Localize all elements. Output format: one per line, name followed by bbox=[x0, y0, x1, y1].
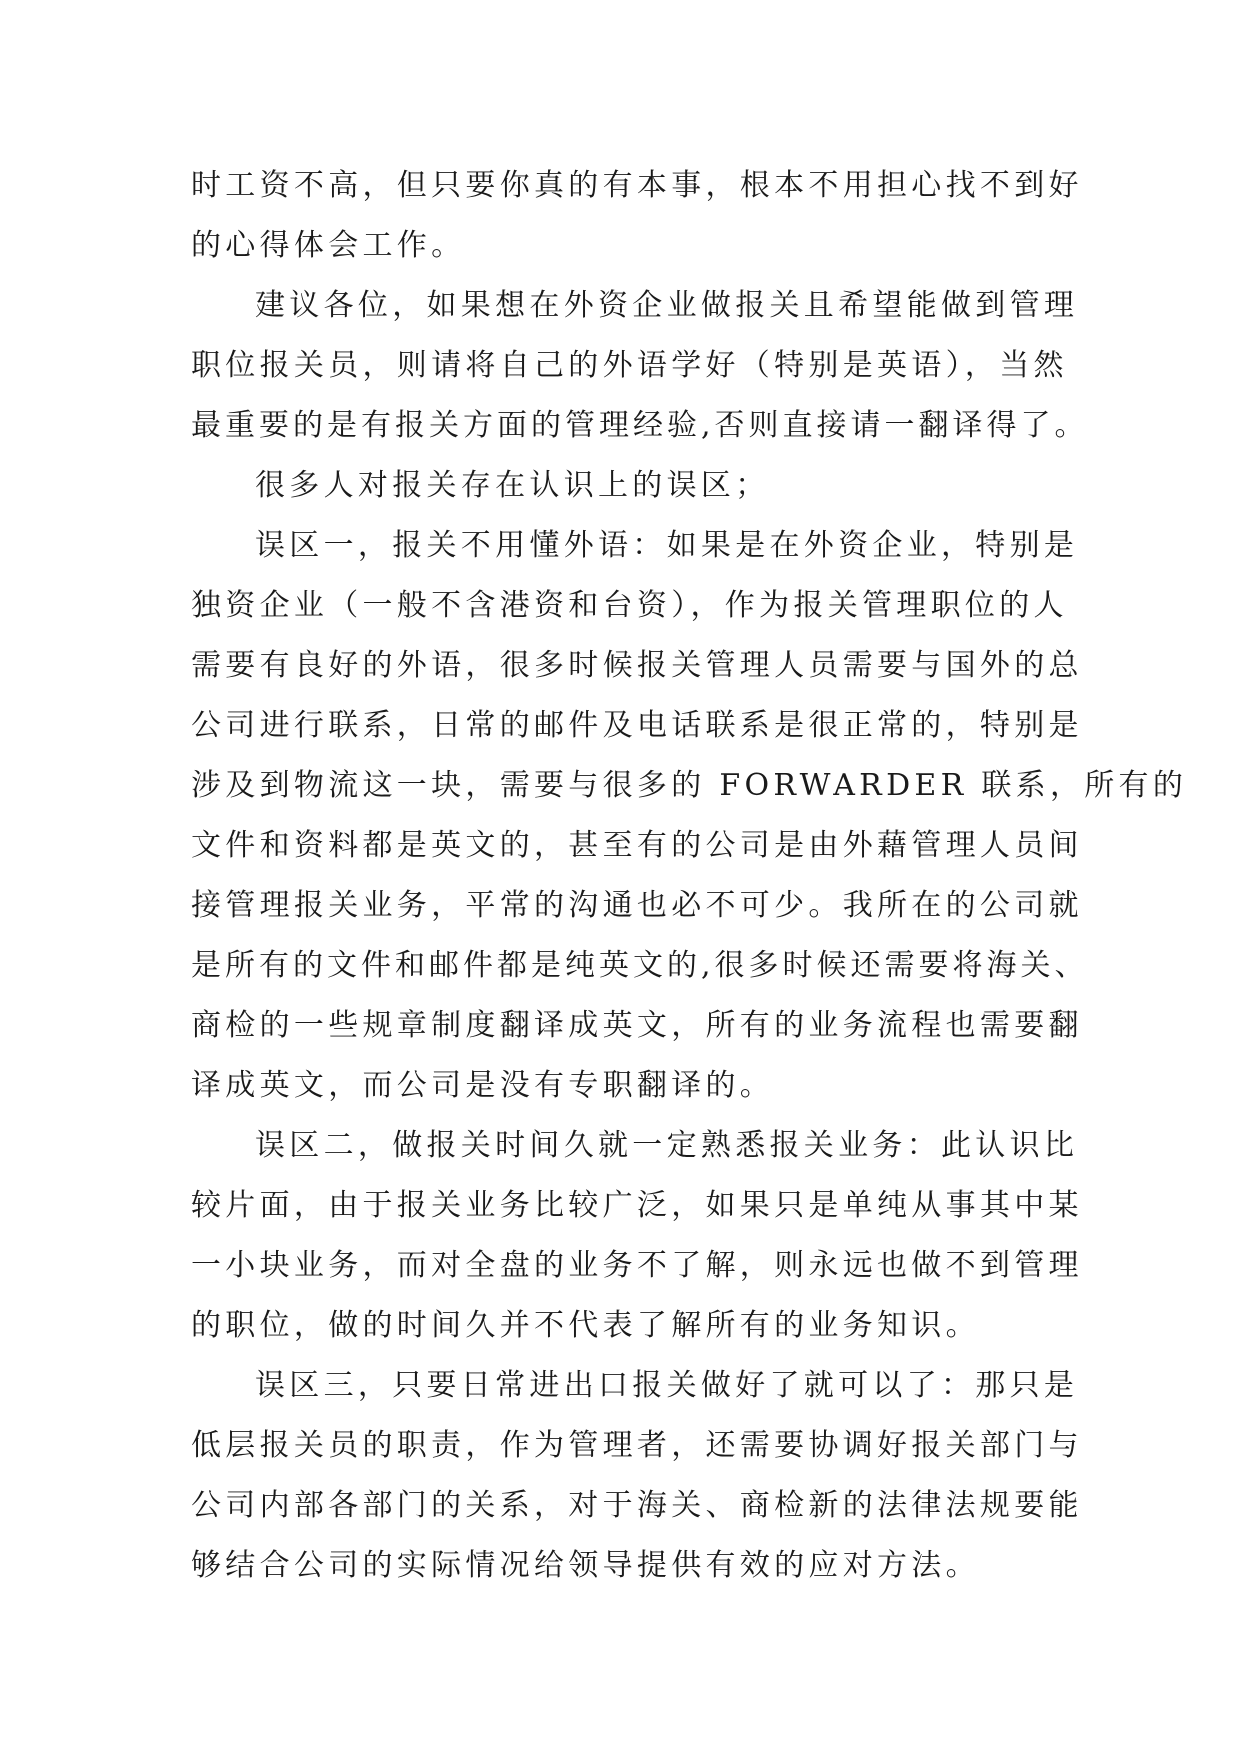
text-line: 公司内部各部门的关系，对于海关、商检新的法律法规要能 bbox=[191, 1488, 1083, 1523]
text-line: 时工资不高，但只要你真的有本事，根本不用担心找不到好 bbox=[191, 168, 1083, 203]
text-line: 的职位，做的时间久并不代表了解所有的业务知识。 bbox=[191, 1308, 980, 1343]
text-line: 是所有的文件和邮件都是纯英文的,很多时候还需要将海关、 bbox=[191, 948, 1089, 983]
text-line: 一小块业务，而对全盘的业务不了解，则永远也做不到管理 bbox=[191, 1248, 1083, 1283]
text-line: 文件和资料都是英文的，甚至有的公司是由外藉管理人员间 bbox=[191, 828, 1083, 863]
text-line: 接管理报关业务，平常的沟通也必不可少。我所在的公司就 bbox=[191, 888, 1083, 923]
text-line: 商检的一些规章制度翻译成英文，所有的业务流程也需要翻 bbox=[191, 1008, 1083, 1043]
text-line: 低层报关员的职责，作为管理者，还需要协调好报关部门与 bbox=[191, 1428, 1083, 1463]
text-line: 够结合公司的实际情况给领导提供有效的应对方法。 bbox=[191, 1548, 980, 1583]
paragraph-start: 误区二，做报关时间久就一定熟悉报关业务：此认识比 bbox=[255, 1128, 1079, 1163]
text-line: 最重要的是有报关方面的管理经验,否则直接请一翻译得了。 bbox=[191, 408, 1089, 443]
text-line: 独资企业（一般不含港资和台资），作为报关管理职位的人 bbox=[191, 588, 1068, 623]
text-line: 公司进行联系，日常的邮件及电话联系是很正常的，特别是 bbox=[191, 708, 1083, 743]
text-line: 的心得体会工作。 bbox=[191, 228, 466, 263]
paragraph-start: 很多人对报关存在认识上的误区； bbox=[255, 468, 770, 503]
text-line: 需要有良好的外语，很多时候报关管理人员需要与国外的总 bbox=[191, 648, 1083, 683]
text-line: 涉及到物流这一块，需要与很多的 FORWARDER 联系，所有的 bbox=[191, 768, 1188, 803]
paragraph-start: 误区一，报关不用懂外语：如果是在外资企业，特别是 bbox=[255, 528, 1079, 563]
document-body bbox=[191, 156, 1188, 1596]
text-line: 较片面，由于报关业务比较广泛，如果只是单纯从事其中某 bbox=[191, 1188, 1083, 1223]
paragraph-start: 建议各位，如果想在外资企业做报关且希望能做到管理 bbox=[255, 288, 1079, 323]
text-line: 译成英文，而公司是没有专职翻译的。 bbox=[191, 1068, 775, 1103]
paragraph-start: 误区三，只要日常进出口报关做好了就可以了：那只是 bbox=[255, 1368, 1079, 1403]
text-line: 职位报关员，则请将自己的外语学好（特别是英语），当然 bbox=[191, 348, 1068, 383]
